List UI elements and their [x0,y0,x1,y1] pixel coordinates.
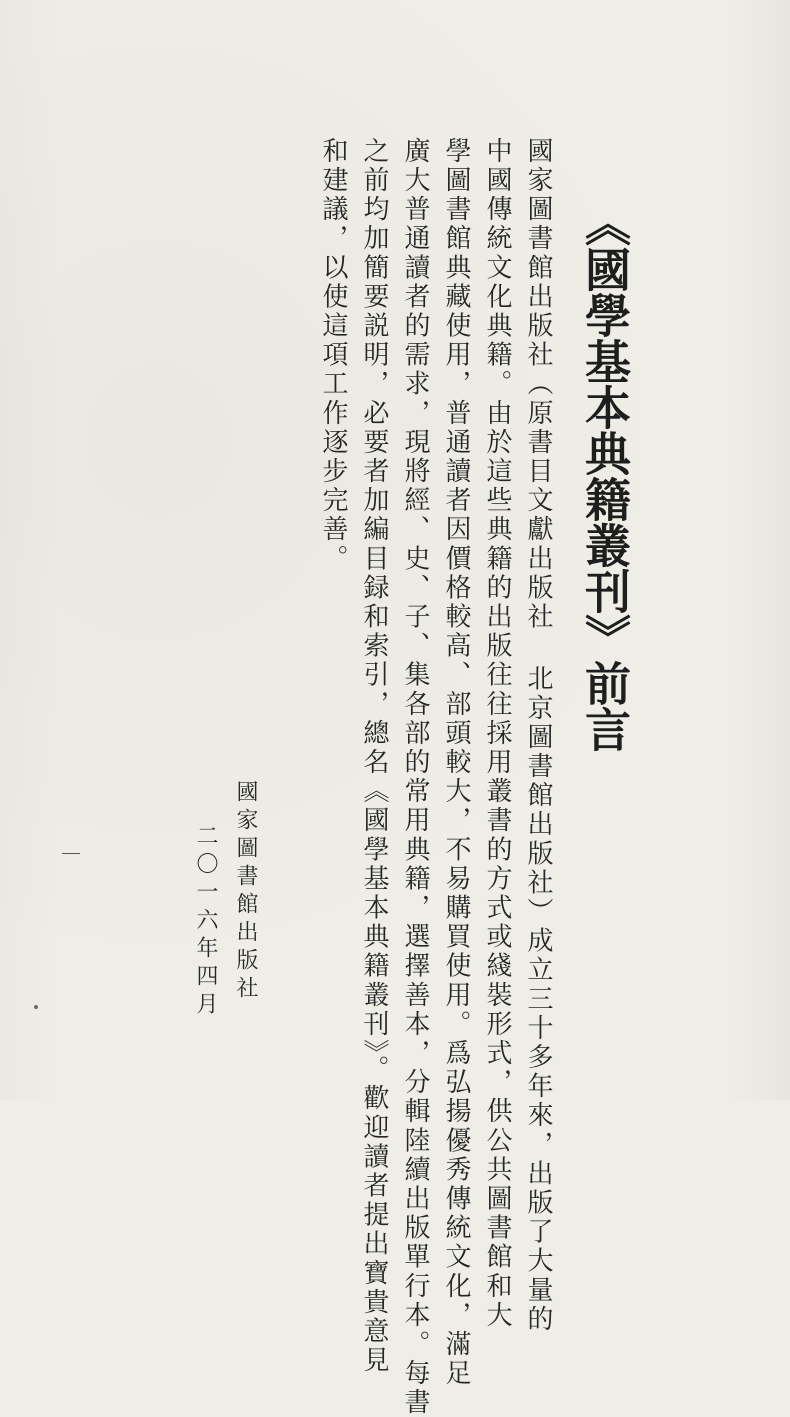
body-column-6: 和建議，以使這項工作逐步完善。 [318,137,348,574]
publisher-signature: 國家圖書館出版社 [233,780,258,1004]
body-column-1: 國家圖書館出版社（原書目文獻出版社 北京圖書館出版社）成立三十多年來，出版了大量的 [523,137,553,1335]
body-column-5: 之前均加簡要説明，必要者加編目録和索引，總名《國學基本典籍叢刊》。歡迎讀者提出寶貴意見 [359,137,389,1376]
document-title: 《國學基本典籍叢刊》前言 [578,200,632,752]
body-column-3: 學圖書館典藏使用，普通讀者因價格較高、部頭較大，不易購買使用。爲弘揚優秀傳統文化，滿足 [441,137,471,1389]
publication-date: 二〇一六年四月 [193,824,218,1020]
page-number [62,853,80,854]
body-column-2: 中國傳統文化典籍。由於這些典籍的出版往往採用叢書的方式或綫裝形式，供公共圖書館和大 [482,137,512,1331]
paper-speck [34,1005,38,1009]
body-column-4: 廣大普通讀者的需求，現將經、史、子、集各部的常用典籍，選擇善本，分輯陸續出版單行本。每書 [400,137,430,1417]
